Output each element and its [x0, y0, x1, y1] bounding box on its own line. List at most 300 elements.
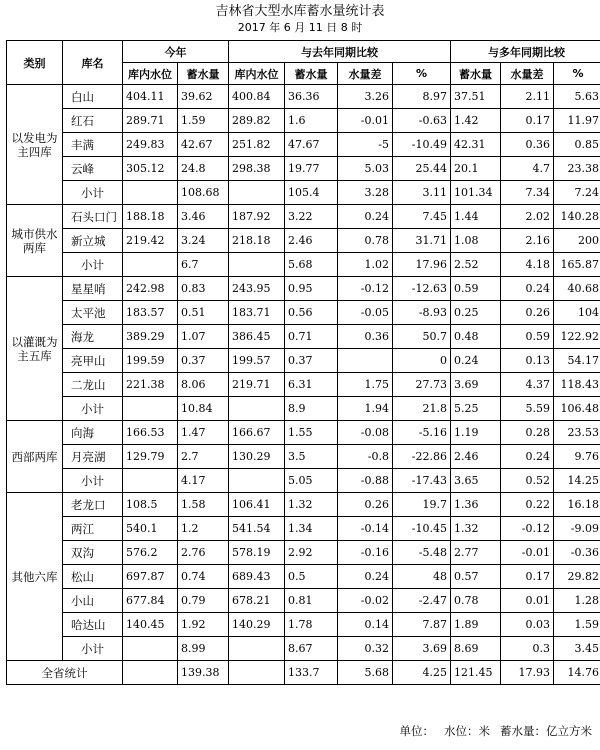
ly-pct-subtotal-cell: 21.8	[393, 397, 451, 421]
ly-pct-cell: 27.73	[393, 373, 451, 397]
avg-storage-cell: 1.44	[451, 205, 501, 229]
reservoir-name: 二龙山	[63, 373, 123, 397]
ly-diff-cell: 0.26	[338, 493, 393, 517]
avg-pct-cell: 29.82	[554, 565, 600, 589]
unit-footnote	[390, 723, 593, 739]
ly-pct-cell: 7.87	[393, 613, 451, 637]
storage-subtotal-cell: 4.17	[178, 469, 229, 493]
ly-pct-cell: -2.47	[393, 589, 451, 613]
storage-cell: 2.7	[178, 445, 229, 469]
avg-pct-cell: 11.97	[554, 109, 600, 133]
level-cell: 305.12	[123, 157, 178, 181]
ly-diff-subtotal-cell: -0.88	[338, 469, 393, 493]
reservoir-name: 双沟	[63, 541, 123, 565]
subtotal-row	[7, 181, 600, 205]
ly-pct-cell: 8.97	[393, 85, 451, 109]
reservoir-name: 老龙口	[63, 493, 123, 517]
avg-storage-cell: 0.57	[451, 565, 501, 589]
ly-level-cell: 541.54	[229, 517, 285, 541]
avg-diff-cell: 0.26	[501, 301, 554, 325]
avg-pct-cell: 1.28	[554, 589, 600, 613]
avg-storage-subtotal-cell: 101.34	[451, 181, 501, 205]
storage-total-cell: 139.38	[178, 661, 229, 685]
level-cell: 249.83	[123, 133, 178, 157]
table-row	[7, 421, 600, 445]
total-label: 全省统计	[7, 661, 123, 685]
avg-diff-cell: 0.13	[501, 349, 554, 373]
level-subtotal-cell	[123, 637, 178, 661]
reservoir-name: 海龙	[63, 325, 123, 349]
avg-pct-cell: 9.76	[554, 445, 600, 469]
ly-level-cell: 678.21	[229, 589, 285, 613]
level-subtotal-cell	[123, 253, 178, 277]
subtotal-row	[7, 469, 600, 493]
ly-level-cell: 183.71	[229, 301, 285, 325]
storage-cell: 1.58	[178, 493, 229, 517]
reservoir-name: 星星哨	[63, 277, 123, 301]
storage-cell: 24.8	[178, 157, 229, 181]
ly-diff-cell: 5.03	[338, 157, 393, 181]
ly-storage-subtotal-cell: 8.9	[285, 397, 338, 421]
ly-level-cell: 130.29	[229, 445, 285, 469]
avg-storage-cell: 2.77	[451, 541, 501, 565]
ly-pct-cell: -22.86	[393, 445, 451, 469]
table-row	[7, 445, 600, 469]
ly-level-subtotal-cell	[229, 397, 285, 421]
ly-diff-cell: 0.36	[338, 325, 393, 349]
reservoir-name: 云峰	[63, 157, 123, 181]
ly-storage-cell: 47.67	[285, 133, 338, 157]
ly-diff-cell: -5	[338, 133, 393, 157]
level-cell: 389.29	[123, 325, 178, 349]
subtotal-row	[7, 253, 600, 277]
ly-diff-cell: 0.24	[338, 205, 393, 229]
ly-level-cell: 218.18	[229, 229, 285, 253]
header-this-year: 今年	[123, 41, 229, 63]
category-cell: 以发电为主四库	[7, 85, 63, 205]
ly-diff-total-cell: 5.68	[338, 661, 393, 685]
subtotal-row	[7, 637, 600, 661]
level-cell: 221.38	[123, 373, 178, 397]
ly-level-cell: 106.41	[229, 493, 285, 517]
avg-diff-cell: 2.02	[501, 205, 554, 229]
ly-pct-cell: -5.48	[393, 541, 451, 565]
table-row	[7, 109, 600, 133]
avg-diff-cell: 0.01	[501, 589, 554, 613]
avg-pct-cell: 118.43	[554, 373, 600, 397]
level-subtotal-cell	[123, 469, 178, 493]
storage-cell: 39.62	[178, 85, 229, 109]
ly-storage-cell: 6.31	[285, 373, 338, 397]
ly-diff-cell: -0.14	[338, 517, 393, 541]
ly-pct-cell: 31.71	[393, 229, 451, 253]
table-date: 2017 年 6 月 11 日 8 时	[237, 21, 363, 34]
avg-pct-subtotal-cell: 14.25	[554, 469, 600, 493]
ly-diff-subtotal-cell: 3.28	[338, 181, 393, 205]
avg-pct-subtotal-cell: 7.24	[554, 181, 600, 205]
reservoir-name: 向海	[63, 421, 123, 445]
ly-storage-cell: 1.32	[285, 493, 338, 517]
storage-cell: 8.06	[178, 373, 229, 397]
reservoir-name: 新立城	[63, 229, 123, 253]
ly-level-total-cell	[229, 661, 285, 685]
header-vs-last-year: 与去年同期比较	[229, 41, 451, 63]
table-row	[7, 517, 600, 541]
ly-storage-cell: 2.92	[285, 541, 338, 565]
header-category: 类别	[7, 41, 63, 85]
avg-diff-cell: -0.01	[501, 541, 554, 565]
ly-storage-cell: 0.95	[285, 277, 338, 301]
ly-diff-cell	[338, 349, 393, 373]
ly-diff-cell: -0.8	[338, 445, 393, 469]
ly-level-subtotal-cell	[229, 469, 285, 493]
ly-storage-cell: 0.56	[285, 301, 338, 325]
header-vs-average: 与多年同期比较	[451, 41, 600, 63]
ly-storage-cell: 3.22	[285, 205, 338, 229]
storage-cell: 1.07	[178, 325, 229, 349]
level-cell: 188.18	[123, 205, 178, 229]
storage-cell: 2.76	[178, 541, 229, 565]
reservoir-name: 白山	[63, 85, 123, 109]
avg-diff-cell: 0.03	[501, 613, 554, 637]
avg-pct-cell: 1.59	[554, 613, 600, 637]
level-total-cell	[123, 661, 178, 685]
reservoir-name: 两江	[63, 517, 123, 541]
avg-storage-cell: 42.31	[451, 133, 501, 157]
category-cell: 西部两库	[7, 421, 63, 493]
level-cell: 108.5	[123, 493, 178, 517]
avg-diff-subtotal-cell: 0.52	[501, 469, 554, 493]
ly-level-subtotal-cell	[229, 637, 285, 661]
avg-storage-cell: 0.24	[451, 349, 501, 373]
level-cell: 140.45	[123, 613, 178, 637]
ly-pct-subtotal-cell: 17.96	[393, 253, 451, 277]
storage-subtotal-cell: 8.99	[178, 637, 229, 661]
ly-level-cell: 140.29	[229, 613, 285, 637]
total-row	[7, 661, 600, 685]
avg-storage-subtotal-cell: 3.65	[451, 469, 501, 493]
header-name: 库名	[63, 41, 123, 85]
ly-storage-cell: 1.34	[285, 517, 338, 541]
table-row	[7, 229, 600, 253]
ly-diff-subtotal-cell: 1.94	[338, 397, 393, 421]
ly-storage-cell: 1.78	[285, 613, 338, 637]
avg-diff-cell: 0.36	[501, 133, 554, 157]
avg-pct-cell: 23.53	[554, 421, 600, 445]
avg-storage-total-cell: 121.45	[451, 661, 501, 685]
avg-pct-subtotal-cell: 165.87	[554, 253, 600, 277]
reservoir-name: 石头口门	[63, 205, 123, 229]
ly-level-cell: 289.82	[229, 109, 285, 133]
header-ly-diff: 水量差	[338, 63, 393, 85]
ly-pct-cell: -8.93	[393, 301, 451, 325]
table-row	[7, 373, 600, 397]
storage-cell: 0.83	[178, 277, 229, 301]
ly-pct-subtotal-cell: 3.11	[393, 181, 451, 205]
ly-level-cell: 251.82	[229, 133, 285, 157]
ly-storage-cell: 0.5	[285, 565, 338, 589]
header-ly-level: 库内水位	[229, 63, 285, 85]
avg-diff-cell: 4.37	[501, 373, 554, 397]
avg-storage-cell: 20.1	[451, 157, 501, 181]
avg-storage-cell: 1.32	[451, 517, 501, 541]
storage-subtotal-cell: 108.68	[178, 181, 229, 205]
table-row	[7, 325, 600, 349]
ly-storage-subtotal-cell: 5.68	[285, 253, 338, 277]
header-row-1	[7, 41, 600, 63]
avg-diff-cell: 0.24	[501, 445, 554, 469]
avg-diff-cell: 0.17	[501, 565, 554, 589]
avg-pct-total-cell: 14.76	[554, 661, 600, 685]
avg-storage-cell: 0.78	[451, 589, 501, 613]
header-avg-diff: 水量差	[501, 63, 554, 85]
ly-pct-cell: 48	[393, 565, 451, 589]
category-cell: 其他六库	[7, 493, 63, 661]
level-cell: 199.59	[123, 349, 178, 373]
avg-pct-cell: -0.36	[554, 541, 600, 565]
table-row	[7, 541, 600, 565]
ly-pct-subtotal-cell: -17.43	[393, 469, 451, 493]
ly-diff-cell: 1.75	[338, 373, 393, 397]
avg-diff-subtotal-cell: 0.3	[501, 637, 554, 661]
reservoir-name: 太平池	[63, 301, 123, 325]
storage-cell: 42.67	[178, 133, 229, 157]
avg-pct-cell: 23.38	[554, 157, 600, 181]
reservoir-table-wrapper	[6, 40, 599, 685]
ly-pct-cell: 7.45	[393, 205, 451, 229]
reservoir-name: 丰满	[63, 133, 123, 157]
level-cell: 183.57	[123, 301, 178, 325]
table-row	[7, 133, 600, 157]
storage-subtotal-cell: 10.84	[178, 397, 229, 421]
storage-cell: 1.92	[178, 613, 229, 637]
ly-pct-cell: -10.45	[393, 517, 451, 541]
avg-storage-cell: 1.42	[451, 109, 501, 133]
storage-cell: 1.59	[178, 109, 229, 133]
ly-diff-subtotal-cell: 1.02	[338, 253, 393, 277]
header-ly-storage: 蓄水量	[285, 63, 338, 85]
ly-storage-subtotal-cell: 8.67	[285, 637, 338, 661]
ly-diff-cell: -0.05	[338, 301, 393, 325]
table-row	[7, 589, 600, 613]
table-row	[7, 277, 600, 301]
avg-pct-cell: -9.09	[554, 517, 600, 541]
avg-diff-cell: 2.11	[501, 85, 554, 109]
avg-pct-cell: 16.18	[554, 493, 600, 517]
avg-pct-subtotal-cell: 3.45	[554, 637, 600, 661]
avg-diff-subtotal-cell: 7.34	[501, 181, 554, 205]
avg-pct-cell: 104	[554, 301, 600, 325]
avg-diff-cell: -0.12	[501, 517, 554, 541]
storage-subtotal-cell: 6.7	[178, 253, 229, 277]
level-cell: 576.2	[123, 541, 178, 565]
storage-cell: 0.79	[178, 589, 229, 613]
subtotal-label: 小计	[63, 253, 123, 277]
header-storage: 蓄水量	[178, 63, 229, 85]
avg-storage-subtotal-cell: 2.52	[451, 253, 501, 277]
ly-pct-cell: -0.63	[393, 109, 451, 133]
table-row	[7, 205, 600, 229]
ly-level-cell: 187.92	[229, 205, 285, 229]
ly-diff-cell: -0.08	[338, 421, 393, 445]
category-cell: 以灌溉为主五库	[7, 277, 63, 421]
avg-diff-cell: 0.59	[501, 325, 554, 349]
avg-storage-cell: 1.36	[451, 493, 501, 517]
avg-diff-cell: 4.7	[501, 157, 554, 181]
level-cell: 540.1	[123, 517, 178, 541]
avg-storage-subtotal-cell: 5.25	[451, 397, 501, 421]
avg-storage-cell: 3.69	[451, 373, 501, 397]
storage-cell: 3.24	[178, 229, 229, 253]
reservoir-name: 松山	[63, 565, 123, 589]
avg-storage-cell: 0.59	[451, 277, 501, 301]
avg-storage-cell: 1.89	[451, 613, 501, 637]
level-cell: 404.11	[123, 85, 178, 109]
storage-cell: 3.46	[178, 205, 229, 229]
avg-pct-cell: 40.68	[554, 277, 600, 301]
avg-storage-cell: 2.46	[451, 445, 501, 469]
ly-storage-cell: 3.5	[285, 445, 338, 469]
reservoir-name: 红石	[63, 109, 123, 133]
reservoir-name: 月亮湖	[63, 445, 123, 469]
level-cell: 289.71	[123, 109, 178, 133]
subtotal-label: 小计	[63, 469, 123, 493]
subtotal-label: 小计	[63, 397, 123, 421]
header-ly-pct: %	[393, 63, 451, 85]
ly-pct-cell: 25.44	[393, 157, 451, 181]
table-title: 吉林省大型水库蓄水量统计表	[215, 4, 385, 19]
ly-level-cell: 199.57	[229, 349, 285, 373]
ly-level-cell: 386.45	[229, 325, 285, 349]
ly-storage-cell: 0.81	[285, 589, 338, 613]
ly-level-cell: 400.84	[229, 85, 285, 109]
ly-level-cell: 243.95	[229, 277, 285, 301]
avg-diff-subtotal-cell: 4.18	[501, 253, 554, 277]
level-subtotal-cell	[123, 181, 178, 205]
table-row	[7, 301, 600, 325]
avg-storage-cell: 1.08	[451, 229, 501, 253]
table-row	[7, 349, 600, 373]
ly-level-cell: 219.71	[229, 373, 285, 397]
ly-pct-cell: 0	[393, 349, 451, 373]
avg-diff-cell: 0.28	[501, 421, 554, 445]
storage-cell: 1.47	[178, 421, 229, 445]
table-row	[7, 565, 600, 589]
ly-storage-cell: 2.46	[285, 229, 338, 253]
ly-diff-cell: 0.14	[338, 613, 393, 637]
avg-pct-subtotal-cell: 106.48	[554, 397, 600, 421]
table-row	[7, 613, 600, 637]
ly-diff-cell: -0.02	[338, 589, 393, 613]
ly-level-subtotal-cell	[229, 253, 285, 277]
avg-storage-cell: 0.25	[451, 301, 501, 325]
storage-cell: 0.74	[178, 565, 229, 589]
avg-storage-cell: 0.48	[451, 325, 501, 349]
ly-pct-cell: 19.7	[393, 493, 451, 517]
storage-cell: 1.2	[178, 517, 229, 541]
avg-storage-cell: 1.19	[451, 421, 501, 445]
subtotal-row	[7, 397, 600, 421]
ly-pct-cell: -10.49	[393, 133, 451, 157]
ly-storage-cell: 0.71	[285, 325, 338, 349]
table-row	[7, 493, 600, 517]
avg-pct-cell: 0.85	[554, 133, 600, 157]
table-row	[7, 157, 600, 181]
header-avg-storage: 蓄水量	[451, 63, 501, 85]
ly-storage-cell: 0.37	[285, 349, 338, 373]
level-cell: 166.53	[123, 421, 178, 445]
reservoir-storage-table	[6, 40, 600, 685]
ly-pct-subtotal-cell: 3.69	[393, 637, 451, 661]
reservoir-name: 亮甲山	[63, 349, 123, 373]
ly-pct-cell: -12.63	[393, 277, 451, 301]
storage-cell: 0.37	[178, 349, 229, 373]
ly-pct-cell: -5.16	[393, 421, 451, 445]
reservoir-name: 小山	[63, 589, 123, 613]
ly-storage-cell: 36.36	[285, 85, 338, 109]
level-cell: 129.79	[123, 445, 178, 469]
category-cell: 城市供水两库	[7, 205, 63, 277]
ly-diff-cell: 0.24	[338, 565, 393, 589]
ly-level-cell: 689.43	[229, 565, 285, 589]
ly-storage-total-cell: 133.7	[285, 661, 338, 685]
avg-storage-cell: 37.51	[451, 85, 501, 109]
ly-level-subtotal-cell	[229, 181, 285, 205]
reservoir-name: 哈达山	[63, 613, 123, 637]
avg-diff-cell: 0.24	[501, 277, 554, 301]
ly-storage-cell: 1.55	[285, 421, 338, 445]
ly-diff-subtotal-cell: 0.32	[338, 637, 393, 661]
ly-level-cell: 166.67	[229, 421, 285, 445]
level-cell: 677.84	[123, 589, 178, 613]
table-body	[7, 85, 600, 685]
storage-unit: 蓄水量：亿立方米	[500, 724, 592, 738]
level-cell: 242.98	[123, 277, 178, 301]
ly-diff-cell: 0.78	[338, 229, 393, 253]
ly-level-cell: 298.38	[229, 157, 285, 181]
ly-level-cell: 578.19	[229, 541, 285, 565]
ly-diff-cell: -0.12	[338, 277, 393, 301]
subtotal-label: 小计	[63, 181, 123, 205]
ly-storage-subtotal-cell: 5.05	[285, 469, 338, 493]
storage-cell: 0.51	[178, 301, 229, 325]
avg-storage-subtotal-cell: 8.69	[451, 637, 501, 661]
avg-pct-cell: 140.28	[554, 205, 600, 229]
ly-storage-cell: 1.6	[285, 109, 338, 133]
avg-pct-cell: 5.63	[554, 85, 600, 109]
unit-label: 单位：	[399, 724, 434, 738]
avg-pct-cell: 200	[554, 229, 600, 253]
level-cell: 219.42	[123, 229, 178, 253]
avg-pct-cell: 54.17	[554, 349, 600, 373]
ly-diff-cell: 3.26	[338, 85, 393, 109]
level-unit: 水位：米	[444, 724, 490, 738]
avg-diff-cell: 2.16	[501, 229, 554, 253]
avg-diff-total-cell: 17.93	[501, 661, 554, 685]
level-subtotal-cell	[123, 397, 178, 421]
avg-diff-subtotal-cell: 5.59	[501, 397, 554, 421]
ly-pct-total-cell: 4.25	[393, 661, 451, 685]
subtotal-label: 小计	[63, 637, 123, 661]
avg-diff-cell: 0.17	[501, 109, 554, 133]
ly-pct-cell: 50.7	[393, 325, 451, 349]
level-cell: 697.87	[123, 565, 178, 589]
avg-pct-cell: 122.92	[554, 325, 600, 349]
avg-diff-cell: 0.22	[501, 493, 554, 517]
ly-storage-cell: 19.77	[285, 157, 338, 181]
table-row	[7, 85, 600, 109]
ly-storage-subtotal-cell: 105.4	[285, 181, 338, 205]
